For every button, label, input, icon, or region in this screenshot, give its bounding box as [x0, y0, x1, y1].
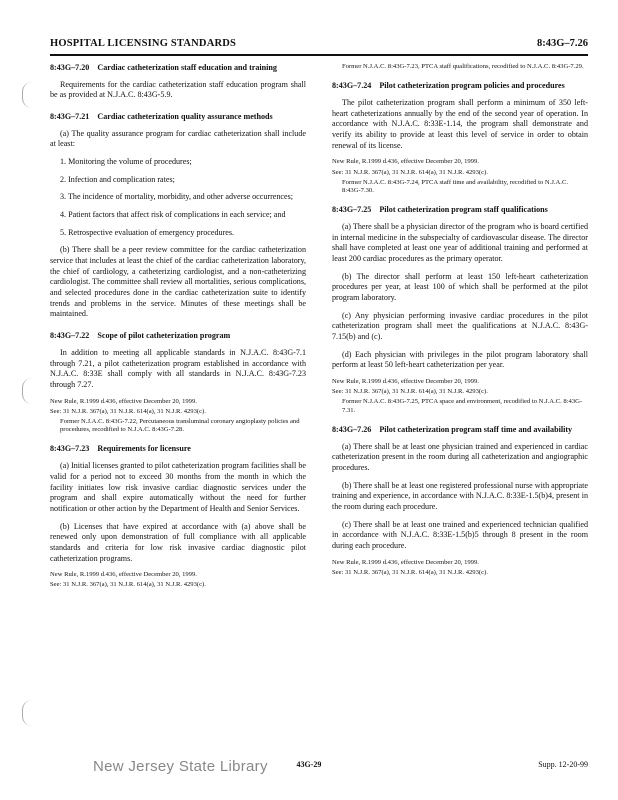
supplement-date: Supp. 12-20-99 — [538, 760, 588, 769]
section-heading: 8:43G–7.26 Pilot catheterization program staff time and availability — [332, 424, 573, 434]
paragraph: (b) There shall be a peer review committee for the cardiac catheterization service that includes at least the chief of the cardiac catheterization laboratory, the chief of cardiology, a catheterizing cardiologist, and a non-catheterizing cardiologist. The committee shall review all mortalities, serious complications, and selected procedures done in the cardiac catheterization suite to identify trends and problems in the service. Minutes of these meetings shall be maintained. — [50, 245, 306, 319]
section-heading: 8:43G–7.24 Pilot catheterization program policies and procedures — [332, 81, 565, 91]
paragraph: In addition to meeting all applicable standards in N.J.A.C. 8:43G-7.1 through 7.21, a pilot catheterization program established in accordance with N.J.A.C. 8:33E shall comply with all standards in N.J.A.C. 8:43G-7.23 through 7.27. — [50, 347, 306, 389]
history-note: New Rule, R.1999 d.436, effective December 20, 1999. — [50, 571, 197, 579]
section-heading: 8:43G–7.20 Cardiac catheterization staff education and training — [50, 63, 277, 72]
paragraph: (b) Licenses that have expired at accordance with (a) above shall be renewed only upon demonstration of full compliance with all applicable standards and criteria for low risk invasive cardiac diagnostic pilot catheterization programs. — [50, 521, 306, 563]
margin-mark — [22, 82, 32, 108]
section-heading: 8:43G–7.23 Requirements for licensure — [50, 444, 191, 454]
history-note: See: 31 N.J.R. 367(a), 31 N.J.R. 614(a), 31 N.J.R. 4293(c). — [332, 168, 488, 176]
history-note: New Rule, R.1999 d.436, effective December 20, 1999. — [50, 397, 197, 405]
history-note: Former N.J.A.C. 8:43G-7.22, Percutaneous transluminal coronary angioplasty policies and procedures, recodified to N.J.A.C. 8:43G-7.28. — [60, 418, 300, 434]
history-note: New Rule, R.1999 d.436, effective December 20, 1999. — [332, 558, 479, 566]
header-rule — [50, 54, 588, 56]
paragraph: (c) Any physician performing invasive cardiac procedures in the pilot catheterization program shall meet the qualifications at N.J.A.C. 8:43G-7.15(b) and (c). — [332, 310, 588, 341]
section-heading: 8:43G–7.22 Scope of pilot catheterization program — [50, 331, 231, 341]
paragraph: (d) Each physician with privileges in the pilot program laboratory shall perform at least 50 left-heart catheterization per year. — [332, 349, 588, 370]
section-heading: 8:43G–7.25 Pilot catheterization program staff qualifications — [332, 205, 548, 215]
history-note: New Rule, R.1999 d.436, effective December 20, 1999. — [332, 158, 479, 166]
right-column — [332, 63, 588, 579]
list-item: 4. Patient factors that affect risk of complications in each service; and — [60, 210, 286, 220]
section-heading: 8:43G–7.21 Cardiac catheterization quality assurance methods — [50, 112, 273, 122]
library-watermark: New Jersey State Library — [93, 758, 268, 775]
paragraph: (a) There shall be a physician director of the program who is board certified in internal medicine in the subspecialty of cardiovascular disease. The director shall have completed at least one year of additional training and performed at least 200 cardiac procedures as the primary operator. — [332, 221, 588, 263]
page-number: 43G-29 — [296, 760, 322, 769]
history-note: See: 31 N.J.R. 367(a), 31 N.J.R. 614(a), 31 N.J.R. 4293(c). — [332, 388, 488, 396]
history-note: See: 31 N.J.R. 367(a), 31 N.J.R. 614(a), 31 N.J.R. 4293(c). — [50, 407, 206, 415]
paragraph: The pilot catheterization program shall perform a minimum of 350 left-heart catheterizations annually by the end of the second year of operation. In accordance with N.J.A.C. 8:33E-1.14, the program shall demonstrate and verify its ability to provide at least this level of service in order to obtain renewal of its license. — [332, 97, 588, 150]
header-section-number: 8:43G–7.26 — [536, 38, 588, 49]
list-item: 3. The incidence of mortality, morbidity, and other adverse occurrences; — [60, 192, 293, 202]
history-note: See: 31 N.J.R. 367(a), 31 N.J.R. 614(a), 31 N.J.R. 4293(c). — [332, 568, 488, 576]
history-note: New Rule, R.1999 d.436, effective December 20, 1999. — [332, 378, 479, 385]
paragraph: (b) The director shall perform at least 150 left-heart catheterization procedures per year, at least 100 of which shall be performed at the pilot program laboratory. — [332, 271, 588, 302]
paragraph: (b) There shall be at least one registered professional nurse with appropriate training and experience, in accordance with N.J.A.C. 8:33E-1.5(b)4, present in the room during each procedure. — [332, 480, 588, 511]
history-note: Former N.J.A.C. 8:43G-7.24, PTCA staff time and availability, recodified to N.J.A.C. 8:43G-7.30. — [342, 178, 568, 194]
left-column — [50, 63, 306, 592]
paragraph: (a) Initial licenses granted to pilot catheterization program facilities shall be valid for a period not to exceed 30 months from the month in which the facility initiates low risk invasive cardiac diagnostic services under the program and shall expire automatically without the need for further notification or other action by the Department of Health and Senior Services. — [50, 461, 306, 513]
list-item: 2. Infection and complication rates; — [60, 174, 175, 184]
paragraph: (c) There shall be at least one trained and experienced technician qualified in accordance with N.J.A.C. 8:33E-1.5(b)5 through 8 present in the room during each procedure. — [332, 519, 588, 551]
history-note: Former N.J.A.C. 8:43G-7.25, PTCA space and environment, recodified to N.J.A.C. 8:43G-7.31. — [342, 398, 583, 414]
history-note: Former N.J.A.C. 8:43G-7.23, PTCA staff qualifications, recodified to N.J.A.C. 8:43G-7.29. — [342, 63, 584, 70]
margin-mark — [22, 378, 32, 404]
margin-mark — [22, 700, 32, 726]
header-title: HOSPITAL LICENSING STANDARDS — [50, 38, 237, 49]
list-item: 1. Monitoring the volume of procedures; — [60, 157, 192, 167]
running-header — [50, 38, 588, 52]
paragraph: (a) The quality assurance program for cardiac catheterization shall include at least: — [50, 128, 306, 149]
paragraph: Requirements for the cardiac catheterization staff education program shall be as provided at N.J.A.C. 8:43G-5.9. — [50, 79, 306, 100]
paragraph: (a) There shall be at least one physician trained and experienced in cardiac catheterization present in the room during all catheterization and angiographic procedures. — [332, 441, 588, 472]
history-note: See: 31 N.J.R. 367(a), 31 N.J.R. 614(a), 31 N.J.R. 4293(c). — [50, 581, 206, 589]
list-item: 5. Retrospective evaluation of emergency procedures. — [60, 227, 235, 237]
